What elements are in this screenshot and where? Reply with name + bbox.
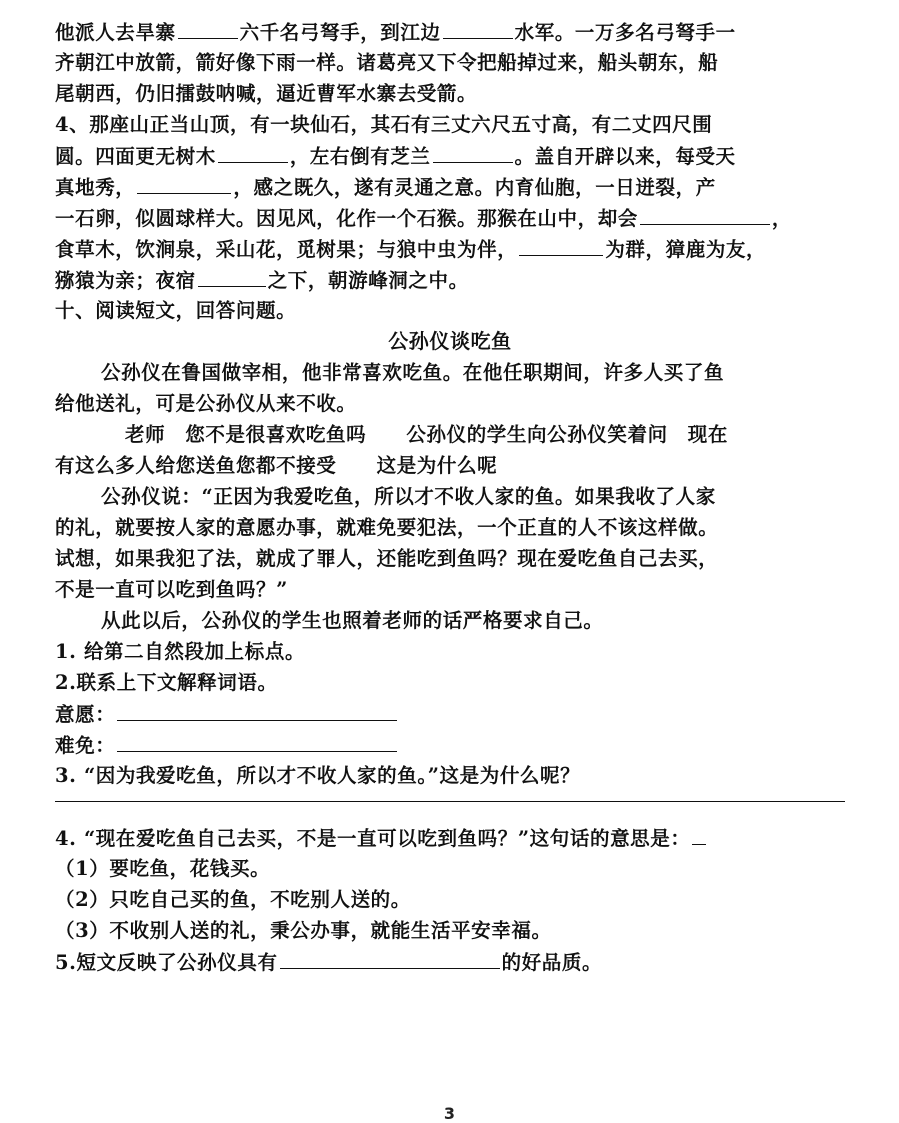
- text: 真地秀，: [55, 176, 136, 199]
- answer-blank[interactable]: [117, 698, 397, 721]
- text: 5.短文反映了公孙仪具有: [55, 951, 278, 974]
- question-3: 3. “因为我爱吃鱼，所以才不收人家的鱼。”这是为什么呢？: [55, 764, 581, 787]
- text-line: [55, 140, 845, 171]
- text: 圆。四面更无树木: [55, 145, 216, 168]
- paragraph-line: 不是一直可以吃到鱼吗？”: [55, 578, 288, 601]
- section-heading: 十、阅读短文，回答问题。: [55, 299, 297, 322]
- text-line: [55, 171, 845, 202]
- text: ，感之既久，遂有灵通之意。内育仙胞，一日迸裂，产: [233, 176, 716, 199]
- answer-line[interactable]: [55, 801, 845, 802]
- question-5: [55, 946, 845, 977]
- text: 4. “现在爱吃鱼自己去买，不是一直可以吃到鱼吗？”这句话的意思是：: [55, 827, 691, 850]
- answer-blank[interactable]: [117, 729, 397, 752]
- text: 他派人去旱寨: [55, 21, 176, 44]
- passage-title: 公孙仪谈吃鱼: [388, 329, 512, 353]
- text-line: 齐朝江中放箭，箭好像下雨一样。诸葛亮又下令把船掉过来，船头朝东，船: [55, 51, 719, 74]
- text: 。盖自开辟以来，每受天: [514, 145, 736, 168]
- paragraph-line: 试想，如果我犯了法，就成了罪人，还能吃到鱼吗？现在爱吃鱼自己去买，: [55, 547, 719, 570]
- option-2[interactable]: （2）只吃自己买的鱼，不吃别人送的。: [55, 888, 411, 911]
- text: 为群，獐鹿为友，: [605, 238, 767, 261]
- option-1[interactable]: （1）要吃鱼，花钱买。: [55, 857, 271, 880]
- text: 水军。一万多名弓弩手一: [514, 21, 736, 44]
- text: 一石卵，似圆球样大。因见风，化作一个石猴。那猴在山中，却会: [55, 207, 638, 230]
- text-line: [55, 202, 845, 233]
- text: 猕猿为亲；夜宿: [55, 269, 196, 292]
- fill-blank[interactable]: [640, 202, 770, 225]
- paragraph-line: 有这么多人给您送鱼您都不接受 这是为什么呢: [55, 454, 498, 477]
- answer-blank[interactable]: [692, 822, 706, 845]
- word-meaning-line: [55, 729, 845, 760]
- page-number: 3: [443, 1104, 456, 1123]
- text: ，: [771, 207, 793, 230]
- question-2: 2.联系上下文解释词语。: [55, 671, 278, 694]
- worksheet-page: [55, 16, 845, 977]
- text: 之下，朝游峰洞之中。: [267, 269, 469, 292]
- paragraph-line: 公孙仪说：“正因为我爱吃鱼，所以才不收人家的鱼。如果我收了人家: [101, 485, 716, 508]
- question-4: 4、那座山正当山顶，有一块仙石，其石有三丈六尺五寸高，有二丈四尺围: [55, 113, 713, 136]
- text: 食草木，饮涧泉，采山花，觅树果；与狼中虫为伴，: [55, 238, 518, 261]
- text-line: 尾朝西，仍旧擂鼓呐喊，逼近曹军水寨去受箭。: [55, 82, 478, 105]
- fill-blank[interactable]: [218, 140, 288, 163]
- question-1: 1. 给第二自然段加上标点。: [55, 640, 306, 663]
- fill-blank[interactable]: [178, 16, 238, 39]
- paragraph-line: 的礼，就要按人家的意愿办事，就难免要犯法，一个正直的人不该这样做。: [55, 516, 719, 539]
- fill-blank[interactable]: [443, 16, 513, 39]
- fill-blank[interactable]: [519, 233, 603, 256]
- fill-blank[interactable]: [433, 140, 513, 163]
- paragraph-line: 从此以后，公孙仪的学生也照着老师的话严格要求自己。: [101, 609, 604, 632]
- paragraph-line: 公孙仪在鲁国做宰相，他非常喜欢吃鱼。在他任职期间，许多人买了鱼: [101, 361, 725, 384]
- word-label: 难免：: [55, 734, 116, 757]
- text: 六千名弓弩手，到江边: [239, 21, 441, 44]
- word-meaning-line: [55, 698, 845, 729]
- text-line: [55, 16, 845, 47]
- question-4-reading: [55, 822, 845, 853]
- paragraph-line: 老师 您不是很喜欢吃鱼吗 公孙仪的学生向公孙仪笑着问 现在: [125, 423, 729, 446]
- fill-blank[interactable]: [198, 264, 266, 287]
- answer-space[interactable]: [55, 791, 845, 822]
- answer-blank[interactable]: [280, 946, 500, 969]
- fill-blank[interactable]: [137, 171, 231, 194]
- text-line: [55, 233, 845, 264]
- option-3[interactable]: （3）不收别人送的礼，秉公办事，就能生活平安幸福。: [55, 919, 552, 942]
- word-label: 意愿：: [55, 703, 116, 726]
- text-line: [55, 264, 845, 295]
- text: 的好品质。: [501, 951, 603, 974]
- text: ，左右倒有芝兰: [289, 145, 431, 168]
- paragraph-line: 给他送礼，可是公孙仪从来不收。: [55, 392, 357, 415]
